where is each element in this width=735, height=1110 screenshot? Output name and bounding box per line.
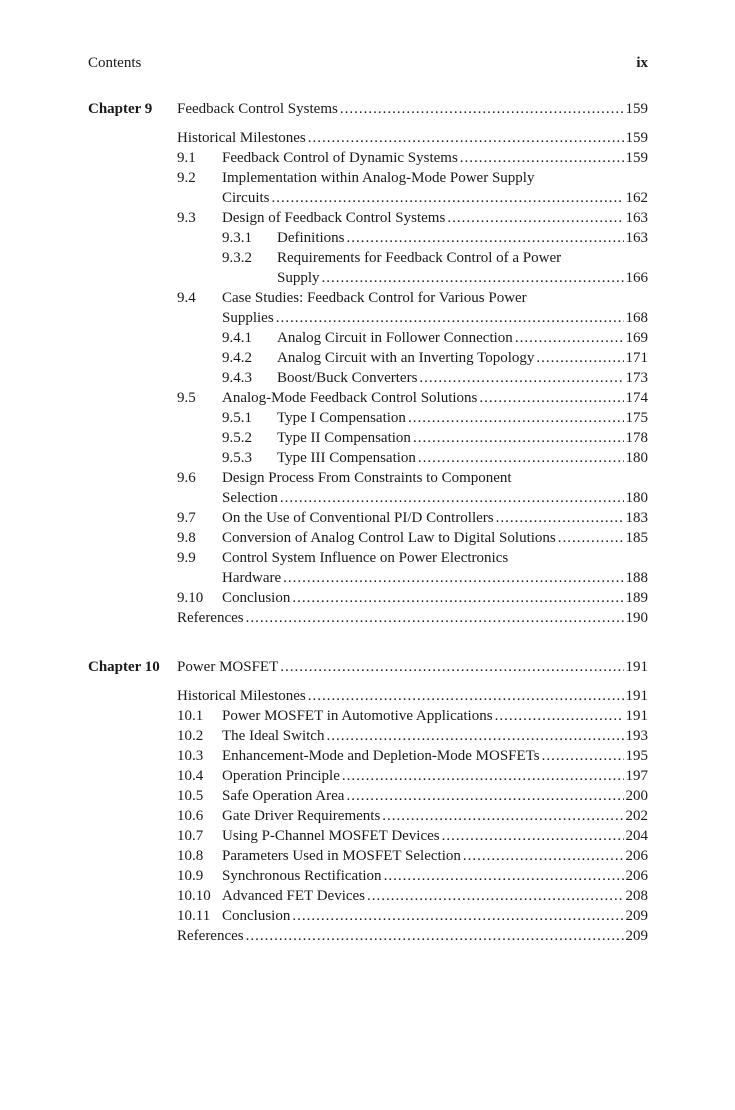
entry-title: Type III Compensation (277, 450, 416, 466)
entry-page: 166 (625, 270, 648, 286)
entry-page: 204 (625, 828, 648, 844)
section-number: 9.6 (177, 470, 196, 486)
entry-title: Control System Influence on Power Electronics (222, 550, 509, 566)
section-number: 10.9 (177, 868, 204, 884)
toc-entry (177, 610, 648, 630)
entry-page: 209 (625, 908, 648, 924)
page-number: ix (636, 55, 648, 71)
entry-title: Analog Circuit in Follower Connection (277, 330, 513, 346)
leader-dots (542, 748, 624, 765)
toc-entry (277, 410, 648, 430)
section-number: 9.5.1 (222, 410, 252, 426)
toc-entry (177, 928, 648, 948)
leader-dots (384, 868, 624, 885)
leader-dots (382, 808, 623, 825)
leader-dots (246, 610, 624, 627)
leader-dots (308, 130, 624, 147)
entry-title: Case Studies: Feedback Control for Various Power (222, 290, 527, 306)
toc-entry (277, 450, 648, 470)
entry-title: Feedback Control of Dynamic Systems (222, 150, 458, 166)
leader-dots (413, 430, 624, 447)
entry-page: 209 (625, 928, 648, 944)
entry-title: Design of Feedback Control Systems (222, 210, 446, 226)
chapter-title-row (177, 659, 648, 679)
toc-entry (222, 748, 648, 768)
entry-title: Feedback Control Systems (177, 101, 338, 117)
entry-title: Analog-Mode Feedback Control Solutions (222, 390, 478, 406)
entry-page: 163 (625, 230, 648, 246)
entry-page: 180 (625, 450, 648, 466)
section-number: 10.10 (177, 888, 211, 904)
leader-dots (418, 450, 624, 467)
entry-page: 159 (625, 101, 648, 117)
toc-entry (222, 848, 648, 868)
entry-page: 188 (625, 570, 648, 586)
entry-title: Gate Driver Requirements (222, 808, 381, 824)
leader-dots (292, 590, 623, 607)
leader-dots (283, 570, 623, 587)
leader-dots (280, 659, 623, 676)
entry-page: 208 (625, 888, 648, 904)
toc-entry (222, 590, 648, 610)
entry-page: 185 (625, 530, 648, 546)
toc-entry (177, 688, 648, 708)
toc-entry (222, 788, 648, 808)
section-number: 9.5 (177, 390, 196, 406)
entry-title: Power MOSFET (177, 659, 279, 675)
entry-page: 159 (625, 150, 648, 166)
section-number: 9.5.3 (222, 450, 252, 466)
entry-page: 178 (625, 430, 648, 446)
entry-title: Historical Milestones (177, 688, 306, 704)
entry-page: 191 (625, 708, 648, 724)
leader-dots (342, 768, 624, 785)
toc-entry (277, 430, 648, 450)
toc-entry (222, 310, 648, 330)
toc-entry (277, 230, 648, 250)
entry-title: Selection (222, 490, 278, 506)
section-number: 10.1 (177, 708, 204, 724)
section-number: 9.9 (177, 550, 196, 566)
entry-page: 162 (625, 190, 648, 206)
leader-dots (367, 888, 623, 905)
running-head: Contents (88, 55, 142, 71)
leader-dots (496, 510, 624, 527)
toc-entry (222, 768, 648, 788)
entry-page: 159 (625, 130, 648, 146)
leader-dots (558, 530, 624, 547)
entry-page: 189 (625, 590, 648, 606)
section-number: 9.4.3 (222, 370, 252, 386)
entry-title: Definitions (277, 230, 345, 246)
leader-dots (447, 210, 623, 227)
entry-page: 195 (625, 748, 648, 764)
entry-title: Conversion of Analog Control Law to Digital Solutions (222, 530, 556, 546)
entry-page: 171 (625, 350, 648, 366)
page-header (88, 55, 648, 75)
leader-dots (280, 490, 624, 507)
leader-dots (326, 728, 623, 745)
entry-title: Boost/Buck Converters (277, 370, 418, 386)
section-number: 10.4 (177, 768, 204, 784)
section-number: 10.7 (177, 828, 204, 844)
entry-title: The Ideal Switch (222, 728, 325, 744)
entry-title: On the Use of Conventional PI/D Controllers (222, 510, 494, 526)
entry-title: Hardware (222, 570, 282, 586)
toc-entry (222, 390, 648, 410)
entry-page: 168 (625, 310, 648, 326)
entry-title: Using P-Channel MOSFET Devices (222, 828, 440, 844)
section-number: 10.2 (177, 728, 204, 744)
leader-dots (536, 350, 623, 367)
entry-title: Type II Compensation (277, 430, 411, 446)
leader-dots (442, 828, 624, 845)
entry-title: Enhancement-Mode and Depletion-Mode MOSFETs (222, 748, 540, 764)
entry-title: Conclusion (222, 908, 291, 924)
entry-title: Power MOSFET in Automotive Applications (222, 708, 493, 724)
leader-dots (276, 310, 624, 327)
section-number: 10.6 (177, 808, 204, 824)
leader-dots (460, 150, 624, 167)
section-number: 9.3.2 (222, 250, 252, 266)
entry-page: 200 (625, 788, 648, 804)
entry-title: Type I Compensation (277, 410, 406, 426)
leader-dots (340, 101, 624, 118)
section-number: 9.3.1 (222, 230, 252, 246)
section-number: 9.8 (177, 530, 196, 546)
entry-page: 202 (625, 808, 648, 824)
toc-entry (222, 828, 648, 848)
entry-page: 193 (625, 728, 648, 744)
section-number: 10.8 (177, 848, 204, 864)
entry-title: Synchronous Rectification (222, 868, 382, 884)
entry-title: Advanced FET Devices (222, 888, 366, 904)
entry-title: Operation Principle (222, 768, 340, 784)
toc-entry (277, 330, 648, 350)
toc-entry (222, 888, 648, 908)
section-number: 10.11 (177, 908, 211, 924)
section-number: 10.5 (177, 788, 204, 804)
entry-page: 173 (625, 370, 648, 386)
section-number: 9.3 (177, 210, 196, 226)
entry-page: 183 (625, 510, 648, 526)
toc-entry (222, 490, 648, 510)
entry-page: 206 (625, 868, 648, 884)
toc-entry (222, 190, 648, 210)
leader-dots (308, 688, 624, 705)
section-number: 10.3 (177, 748, 204, 764)
entry-page: 163 (625, 210, 648, 226)
toc-entry (277, 270, 648, 290)
entry-title: Analog Circuit with an Inverting Topology (277, 350, 535, 366)
toc-entry (222, 708, 648, 728)
leader-dots (292, 908, 623, 925)
entry-title: Historical Milestones (177, 130, 306, 146)
toc-entry (222, 808, 648, 828)
section-number: 9.7 (177, 510, 196, 526)
toc-entry (222, 908, 648, 928)
leader-dots (515, 330, 624, 347)
toc-entry (222, 570, 648, 590)
entry-title: Supplies (222, 310, 274, 326)
leader-dots (479, 390, 623, 407)
entry-title: Supply (277, 270, 320, 286)
entry-page: 191 (625, 659, 648, 675)
entry-title: References (177, 928, 244, 944)
entry-title: Requirements for Feedback Control of a Power (277, 250, 562, 266)
chapter-label: Chapter 9 (88, 101, 153, 117)
leader-dots (463, 848, 624, 865)
entry-page: 175 (625, 410, 648, 426)
toc-entry (222, 728, 648, 748)
chapter-title-row (177, 101, 648, 121)
toc-entry (277, 370, 648, 390)
section-number: 9.4.2 (222, 350, 252, 366)
leader-dots (495, 708, 624, 725)
section-number: 9.4 (177, 290, 196, 306)
entry-title: Conclusion (222, 590, 291, 606)
entry-page: 174 (625, 390, 648, 406)
section-number: 9.10 (177, 590, 204, 606)
entry-title: Circuits (222, 190, 270, 206)
leader-dots (408, 410, 624, 427)
entry-page: 169 (625, 330, 648, 346)
entry-title: Parameters Used in MOSFET Selection (222, 848, 461, 864)
leader-dots (272, 190, 624, 207)
section-number: 9.2 (177, 170, 196, 186)
toc-entry (222, 150, 648, 170)
entry-title: References (177, 610, 244, 626)
chapter-label: Chapter 10 (88, 659, 160, 675)
leader-dots (322, 270, 624, 287)
leader-dots (419, 370, 623, 387)
section-number: 9.5.2 (222, 430, 252, 446)
entry-title: Safe Operation Area (222, 788, 345, 804)
entry-title: Design Process From Constraints to Component (222, 470, 512, 486)
entry-page: 180 (625, 490, 648, 506)
toc-entry (177, 130, 648, 150)
leader-dots (246, 928, 624, 945)
toc-entry (222, 210, 648, 230)
entry-page: 197 (625, 768, 648, 784)
toc-entry (222, 868, 648, 888)
entry-page: 190 (625, 610, 648, 626)
leader-dots (347, 230, 624, 247)
entry-page: 191 (625, 688, 648, 704)
toc-entry (222, 510, 648, 530)
section-number: 9.4.1 (222, 330, 252, 346)
toc-entry (222, 530, 648, 550)
toc-entry (277, 350, 648, 370)
leader-dots (346, 788, 623, 805)
section-number: 9.1 (177, 150, 196, 166)
entry-page: 206 (625, 848, 648, 864)
entry-title: Implementation within Analog-Mode Power Supply (222, 170, 535, 186)
